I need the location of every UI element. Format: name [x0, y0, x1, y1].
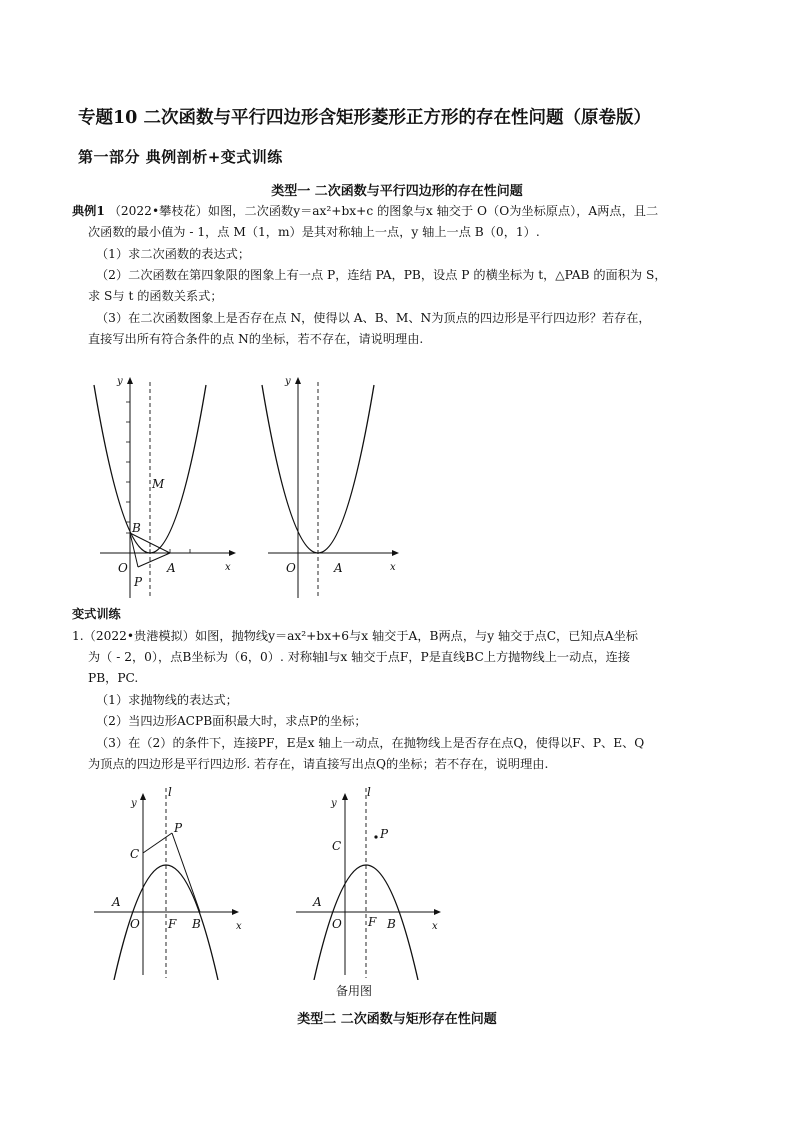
example1-line-2: 次函数的最小值为 - 1，点 M（1，m）是其对称轴上一点，y 轴上一点 B（0，1）. — [88, 225, 540, 239]
problem1-line-4: （1）求抛物线的表达式； — [96, 693, 238, 707]
example1-line-5: 求 S与 t 的函数关系式； — [88, 289, 223, 303]
fig1-right-O-label: O — [286, 561, 296, 575]
fig2-right-l-label: l — [367, 785, 371, 799]
fig1-left-O-label: O — [118, 561, 128, 575]
example1-figures — [80, 360, 420, 605]
problem1-line-5: （2）当四边形ACPB面积最大时，求点P的坐标； — [96, 714, 367, 728]
fig2-right-O-label: O — [332, 917, 342, 931]
page-title: 专题10 二次函数与平行四边形含矩形菱形正方形的存在性问题（原卷版） — [78, 108, 651, 128]
fig2-left-A-label: A — [112, 895, 121, 909]
fig2-right-B-label: B — [387, 917, 396, 931]
fig1-right-x-label: x — [390, 562, 396, 573]
problem1-graph-right — [296, 785, 440, 980]
example1-line-6: （3）在二次函数图象上是否存在点 N，使得以 A、B、M、N为顶点的四边形是平行四边形？若存在， — [96, 311, 651, 325]
fig1-left-M-label: M — [152, 477, 165, 491]
part-heading: 第一部分 典例剖析+变式训练 — [78, 148, 283, 166]
fig2-left-y-label: y — [131, 798, 137, 809]
fig1-left-P-label: P — [134, 575, 143, 589]
problem1-line-7: 为顶点的四边形是平行四边形. 若存在，请直接写出点Q的坐标；若不存在，说明理由. — [88, 757, 549, 771]
section-heading-1: 类型一 二次函数与平行四边形的存在性问题 — [271, 184, 523, 199]
fig2-right-F-label: F — [368, 915, 377, 929]
fig2-left-B-label: B — [192, 917, 201, 931]
section-heading-2: 类型二 二次函数与矩形存在性问题 — [297, 1012, 497, 1027]
problem1-line-6: （3）在（2）的条件下，连接PF，E是x 轴上一动点，在抛物线上是否存在点Q，使得以F、P、E、Q — [96, 736, 645, 750]
fig1-left-y-label: y — [117, 376, 123, 387]
fig2-right-A-label: A — [313, 895, 322, 909]
fig2-right-P-label: P — [380, 827, 389, 841]
fig2-left-C-label: C — [130, 847, 140, 861]
fig1-right-y-label: y — [285, 376, 291, 387]
fig2-left-O-label: O — [130, 917, 140, 931]
example1-line-1: 典例1 （2022•攀枝花）如图，二次函数y＝ax²+bx+c 的图象与x 轴交于 O（O为坐标原点），A两点，且二 — [72, 204, 659, 218]
fig2-right-C-label: C — [332, 839, 342, 853]
example1-graph-right — [262, 376, 398, 598]
problem1-line-2: 为（ - 2，0），点B坐标为（6，0）. 对称轴l与x 轴交于点F，P是直线BC上方抛物线上一动点，连接 — [88, 650, 631, 664]
fig1-left-B-label: B — [132, 521, 141, 535]
fig2-left-P-label: P — [174, 821, 183, 835]
fig1-left-x-label: x — [225, 562, 231, 573]
problem1-figures — [88, 780, 458, 980]
example1-line-3: （1）求二次函数的表达式； — [96, 247, 251, 261]
fig2-left-l-label: l — [168, 785, 172, 799]
fig2-left-x-label: x — [236, 921, 242, 932]
problem1-line-1: 1.（2022•贵港模拟）如图，抛物线y＝ax²+bx+6与x 轴交于A，B两点，与y 轴交于点C，已知点A坐标 — [72, 629, 638, 643]
fig1-left-A-label: A — [167, 561, 176, 575]
example1-label: 典例1 — [72, 204, 105, 218]
example1-line-4: （2）二次函数在第四象限的图象上有一点 P，连结 PA，PB，设点 P 的横坐标为 t，△PAB 的面积为 S， — [96, 268, 667, 282]
fig2-right-y-label: y — [331, 798, 337, 809]
fig2-left-F-label: F — [168, 917, 177, 931]
fig1-right-A-label: A — [334, 561, 343, 575]
example1-graph-left — [94, 376, 235, 598]
example1-line-7: 直接写出所有符合条件的点 N的坐标，若不存在，请说明理由. — [88, 332, 424, 346]
problem1-graph-left — [94, 785, 242, 980]
variant-heading: 变式训练 — [72, 607, 121, 621]
problem1-line-3: PB，PC. — [88, 671, 139, 685]
fig2-right-x-label: x — [432, 921, 438, 932]
spare-figure-caption: 备用图 — [336, 984, 373, 998]
